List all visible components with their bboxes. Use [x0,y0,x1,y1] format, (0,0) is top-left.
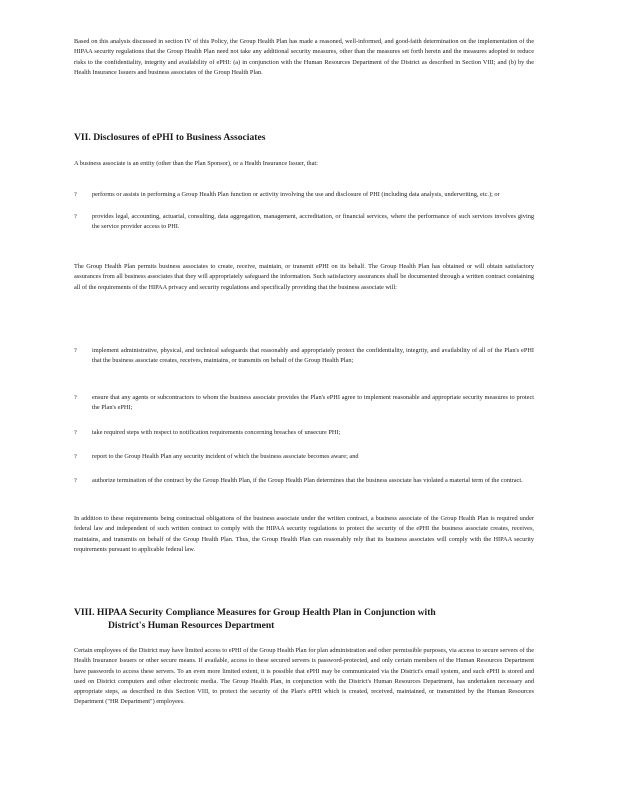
ba-bullet-2 [74,212,534,233]
business-associate-definition: A business associate is an entity (other than the Plan Sponsor), or a Health Insurance Issuer, that: [74,160,318,167]
section-8-heading-line-2: District's Human Resources Department [108,620,275,631]
bullet-marker: ? [74,477,77,484]
bullet-marker: ? [74,394,77,401]
ba-bullet-1 [74,190,534,200]
bullet-marker: ? [74,191,77,198]
intro-paragraph: Based on this analysis discussed in section IV of this Policy, the Group Health Plan has made a reasoned, well-informed, and good-faith determination on the implementation of the HIPAA security regulations that the Group Health Plan need not take any additional security measures, other than the measures set forth herein and the measures adopted to reduce risks to the confidentiality, integrity and availability of ePHI: (a) in conjunction with the Human Resources Department of the District as described in Section VIII; and (b) by the Health Insurance Issuers and business associates of the Group Health Plan. [74,38,534,76]
bullet-marker: ? [74,429,77,436]
will-bullet-5-text: authorize termination of the contract by the Group Health Plan, if the Group Health Plan determines that the business associate has violated a material term of the contract. [92,477,523,484]
bullet-marker: ? [74,347,77,354]
addition-paragraph: In addition to these requirements being contractual obligations of the business associate under the written contract, a business associate of the Group Health Plan is required under federal law and independent of such written contract to comply with the HIPAA security regulations to protect the security of the ePHI the business associate creates, receives, maintains, and transmits on behalf of the Group Health Plan. Thus, the Group Health Plan can reasonably rely that its business associates will comply with the HIPAA security requirements pursuant to applicable federal law. [74,515,534,553]
bullet-marker: ? [74,213,77,220]
will-bullet-3-text: take required steps with respect to notification requirements concerning breaches of unsecure PHI; [92,429,341,436]
ba-bullet-1-text: performs or assists in performing a Group Health Plan function or activity involving the use and disclosure of PHI (including data analysis, underwriting, etc.); or [92,191,500,198]
will-bullet-4-text: report to the Group Health Plan any security incident of which the business associate becomes aware; and [92,453,359,460]
hr-department-paragraph: Certain employees of the District may have limited access to ePHI of the Group Health Plan for plan administration and other permissible purposes, via access to secure servers of the Health Insurance Issuers or other secure means. If available, access to these secured servers is password-protected, and only certain members of the Human Resources Department have passwords to access these servers. To an even more limited extent, it is possible that ePHI may be communicated via the District's email system, and such ePHI is stored and used on District computers and other electronic media. The Group Health Plan, in conjunction with the District's Human Resources Department, has undertaken necessary and appropriate steps, as described in this Section VIII, to protect the security of the Plan's ePHI which is created, received, maintained, or transmitted by the Human Resources Department ("HR Department") employees. [74,647,534,706]
section-7-heading: VII. Disclosures of ePHI to Business Associates [74,132,266,143]
will-bullet-1 [74,346,534,367]
bullet-marker: ? [74,453,77,460]
will-bullet-2-text: ensure that any agents or subcontractors to whom the business associate provides the Plan's ePHI agree to implement reasonable and appropriate security measures to protect the Plan's ePHI; [92,394,534,412]
will-bullet-2 [74,393,534,414]
will-bullet-4 [74,452,534,462]
will-bullet-3 [74,428,534,438]
will-bullet-1-text: implement administrative, physical, and technical safeguards that reasonably and appropriately protect the confidentiality, integrity, and availability of all of the Plan's ePHI that the business associate creates, receives, maintains, or transmits on behalf of the Group Health Plan; [92,347,534,365]
will-bullet-5 [74,476,534,486]
section-8-heading-line-1: VIII. HIPAA Security Compliance Measures for Group Health Plan in Conjunction with [74,607,436,618]
business-associate-paragraph: The Group Health Plan permits business associates to create, receive, maintain, or transmit ePHI on its behalf. The Group Health Plan has obtained or will obtain satisfactory assurances from all business associates that they will appropriately safeguard the information. Such satisfactory assurances shall be documented through a written contract containing all of the requirements of the HIPAA privacy and security regulations and specifically providing that the business associate will: [74,263,534,291]
ba-bullet-2-text: provides legal, accounting, actuarial, consulting, data aggregation, management, accreditation, or financial services, where the performance of such services involves giving the service provider access to PHI. [92,213,534,231]
